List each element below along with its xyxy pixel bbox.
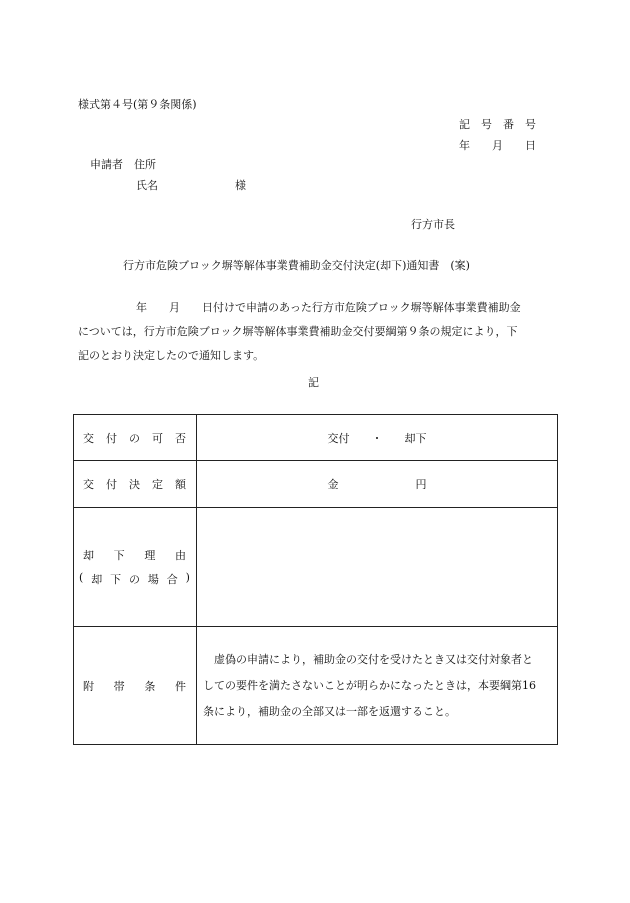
body-text — [78, 296, 558, 368]
form-number-label: 様式第４号(第９条関係) — [78, 98, 197, 111]
conditions-text: 虚偽の申請により，補助金の交付を受けたとき又は交付対象者と しての要件を満たさないことが明らかになったときは，本要綱第16 条により，補助金の全部又は一部を返還すること。 — [197, 627, 558, 745]
body-line-3: 記のとおり決定したので通知します。 — [78, 349, 265, 362]
applicant-name-line: 氏名 様 — [136, 179, 246, 192]
rejection-reason-value — [197, 508, 558, 627]
rejection-reason-label: 却 下 理 由 ( 却 下 の 場 合 ) — [74, 508, 197, 627]
document-title: 行方市危険ブロック塀等解体事業費補助金交付決定(却下)通知書 (案) — [123, 259, 470, 272]
table-row-conditions — [74, 627, 558, 745]
amount-label: 交 付 決 定 額 — [74, 461, 197, 508]
table-row-amount — [74, 461, 558, 508]
record-number: 記 号 番 号 — [459, 118, 536, 131]
body-line-2: については，行方市危険ブロック塀等解体事業費補助金交付要綱第９条の規定により，下 — [78, 325, 518, 338]
record-date: 年 月 日 — [459, 139, 536, 152]
decision-table — [73, 414, 558, 745]
conditions-label: 附 帯 条 件 — [74, 627, 197, 745]
table-row-approval — [74, 415, 558, 461]
issuer-mayor: 行方市長 — [411, 218, 455, 231]
approval-value: 交付 ・ 却下 — [197, 415, 558, 461]
body-line-1: 年 月 日付けで申請のあった行方市危険ブロック塀等解体事業費補助金 — [136, 301, 521, 314]
table-row-rejection-reason — [74, 508, 558, 627]
applicant-address-label: 申請者 住所 — [90, 158, 156, 171]
approval-label: 交 付 の 可 否 — [74, 415, 197, 461]
amount-value: 金 円 — [197, 461, 558, 508]
ki-heading: 記 — [308, 376, 319, 389]
